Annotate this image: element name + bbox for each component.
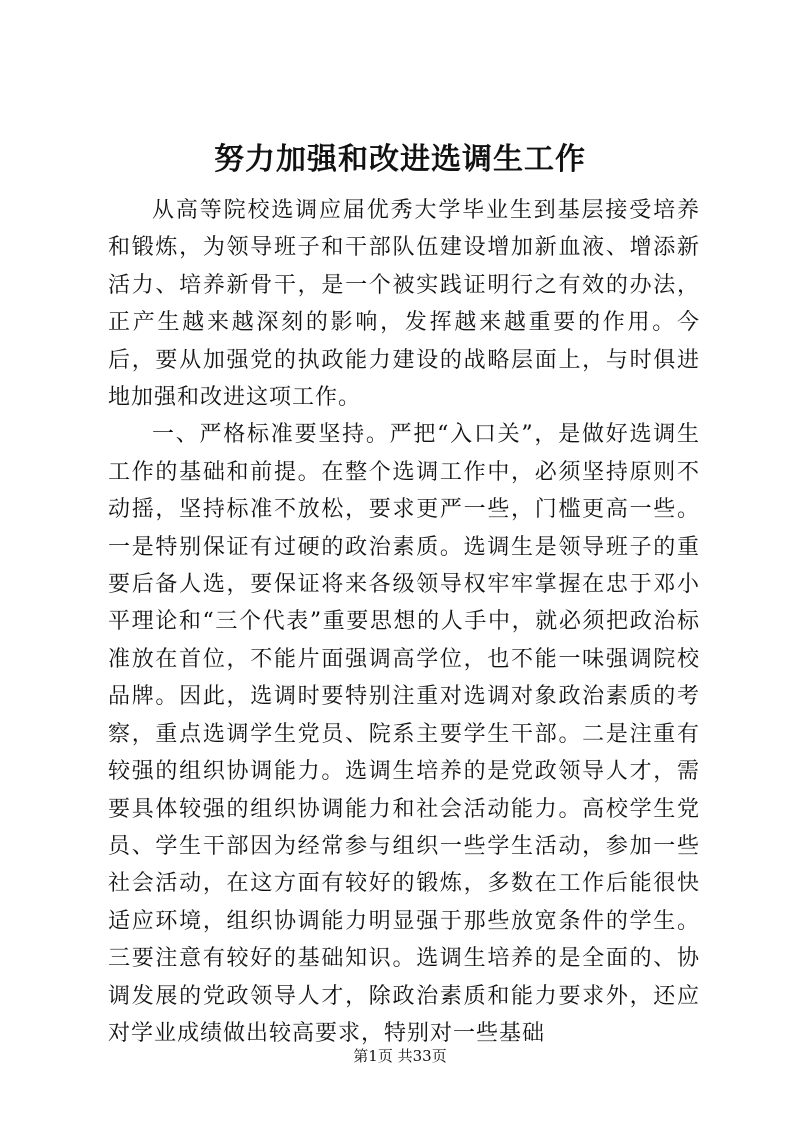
document-body [108,192,700,1052]
paragraph-intro: 从高等院校选调应届优秀大学毕业生到基层接受培养和锻炼，为领导班子和干部队伍建设增加新血液、增添新活力、培养新骨干，是一个被实践证明行之有效的办法，正产生越来越深刻的影响，发挥越来越重要的作用。今后，要从加强党的执政能力建设的战略层面上，与时俱进地加强和改进这项工作。 [108,198,700,411]
paragraph-section-one: 一、严格标准要坚持。严把“入口关”，是做好选调生工作的基础和前提。在整个选调工作中，必须坚持原则不动摇，坚持标准不放松，要求更严一些，门槛更高一些。一是特别保证有过硬的政治素质。选调生是领导班子的重要后备人选，要保证将来各级领导权牢牢掌握在忠于邓小平理论和“三个代表”重要思想的人手中，就必须把政治标准放在首位，不能片面强调高学位，也不能一味强调院校品牌。因此，选调时要特别注重对选调对象政治素质的考察，重点选调学生党员、院系主要学生干部。二是注重有较强的组织协调能力。选调生培养的是党政领导人才，需要具体较强的组织协调能力和社会活动能力。高校学生党员、学生干部因为经常参与组织一些学生活动，参加一些社会活动，在这方面有较好的锻炼，多数在工作后能很快适应环境，组织协调能力明显强于那些放宽条件的学生。三要注意有较好的基础知识。选调生培养的是全面的、协调发展的党政领导人才，除政治素质和能力要求外，还应对学业成绩做出较高要求，特别对一些基础 [108,422,700,1046]
page-number-footer [0,1046,800,1066]
page-number-label: 第1页 共33页 [353,1047,447,1065]
document-title: 努力加强和改进选调生工作 [214,142,586,177]
